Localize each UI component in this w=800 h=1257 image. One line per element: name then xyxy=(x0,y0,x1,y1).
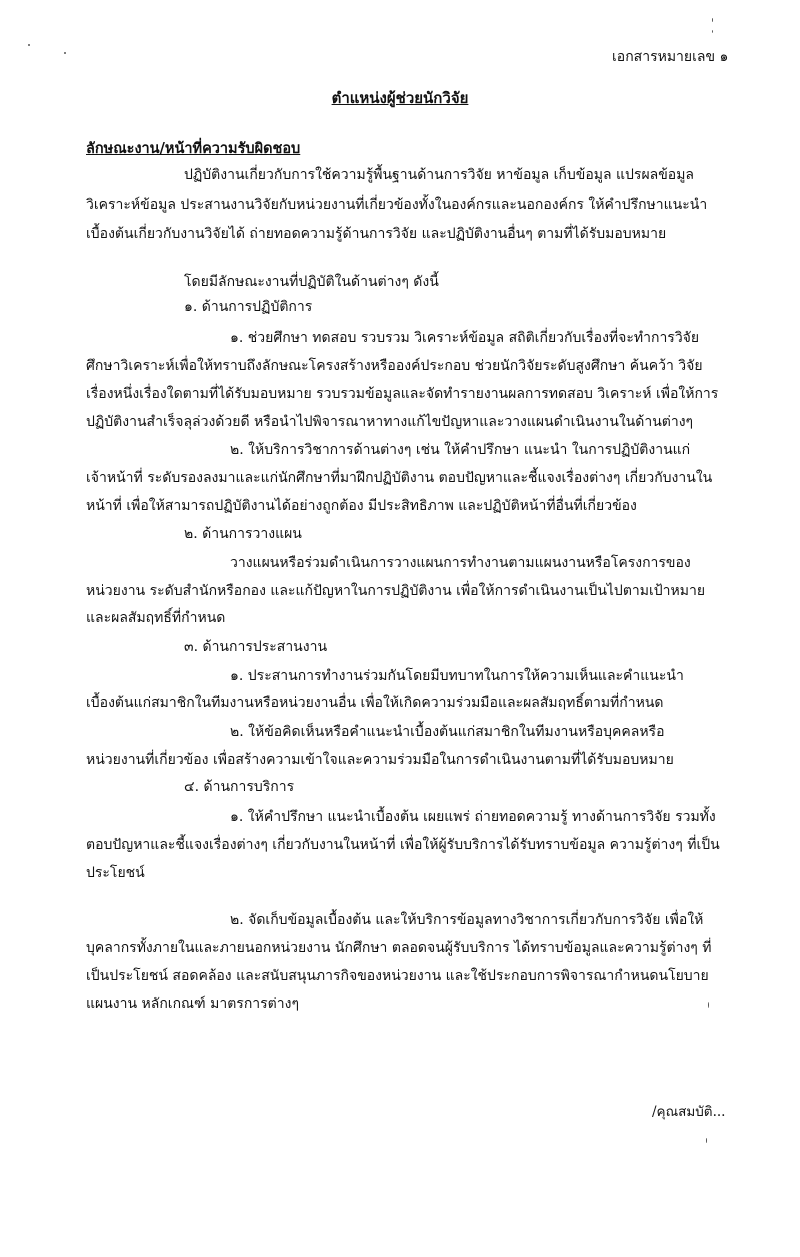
document-number: เอกสารหมายเลข ๑ xyxy=(612,49,729,65)
text-line: หน่วยงานที่เกี่ยวข้อง เพื่อสร้างความเข้าใจและความร่วมมือในการดำเนินงานตามที่ได้รับมอบหมาย xyxy=(86,752,674,768)
text-line: เป็นประโยชน์ สอดคล้อง และสนับสนุนภารกิจของหน่วยงาน และใช้ประกอบการพิจารณากำหนดนโยบาย xyxy=(86,968,709,984)
section-heading: ๓. ด้านการประสานงาน xyxy=(184,639,328,655)
text-line: แผนงาน หลักเกณฑ์ มาตรการต่างๆ xyxy=(86,996,299,1012)
text-line: วิเคราะห์ข้อมูล ประสานงานวิจัยกับหน่วยงานที่เกี่ยวข้องทั้งในองค์กรและนอกองค์กร ให้คำปรึกษาแนะนำ xyxy=(86,197,708,213)
scan-speck xyxy=(28,44,30,46)
text-line: ๒. จัดเก็บข้อมูลเบื้องต้น และให้บริการข้อมูลทางวิชาการเกี่ยวกับการวิจัย เพื่อให้ xyxy=(230,912,704,928)
text-line: ๒. ให้บริการวิชาการด้านต่างๆ เช่น ให้คำปรึกษา แนะนำ ในการปฏิบัติงานแก่ xyxy=(230,442,691,458)
text-line: เบื้องต้นแก่สมาชิกในทีมงานหรือหน่วยงานอื่น เพื่อให้เกิดความร่วมมือและผลสัมฤทธิ์ตามที่กำหนด xyxy=(86,695,664,711)
section-heading: ๔. ด้านการบริการ xyxy=(184,779,295,795)
text-line: ปฏิบัติงานเกี่ยวกับการใช้ความรู้พื้นฐานด้านการวิจัย หาข้อมูล เก็บข้อมูล แปรผลข้อมูล xyxy=(184,167,695,183)
continuation-note: /คุณสมบัติ... xyxy=(652,1104,726,1120)
section-heading: ๑. ด้านการปฏิบัติการ xyxy=(184,299,313,315)
text-line: ๑. ให้คำปรึกษา แนะนำเบื้องต้น เผยแพร่ ถ่ายทอดความรู้ ทางด้านการวิจัย รวมทั้ง xyxy=(230,809,716,825)
text-line: บุคลากรทั้งภายในและภายนอกหน่วยงาน นักศึกษา ตลอดจนผู้รับบริการ ได้ทราบข้อมูลและความรู้ต่างๆ ที่ xyxy=(86,940,712,956)
document-title: ตำแหน่งผู้ช่วยนักวิจัย xyxy=(331,89,469,107)
text-line: ประโยชน์ xyxy=(86,865,145,881)
text-line: ๑. ช่วยศึกษา ทดสอบ รวบรวม วิเคราะห์ข้อมูล สถิติเกี่ยวกับเรื่องที่จะทำการวิจัย xyxy=(230,330,700,346)
text-line: และผลสัมฤทธิ์ที่กำหนด xyxy=(86,610,226,626)
text-line: ปฏิบัติงานสำเร็จลุล่วงด้วยดี หรือนำไปพิจารณาหาทางแก้ไขปัญหาและวางแผนดำเนินงานในด้านต่างๆ xyxy=(86,414,694,430)
text-line: เรื่องหนึ่งเรื่องใดตามที่ได้รับมอบหมาย รวบรวมข้อมูลและจัดทำรายงานผลการทดสอบ วิเคราะห์ เพื่อให้การ xyxy=(86,386,719,402)
text-line: หน่วยงาน ระดับสำนักหรือกอง และแก้ปัญหาในการปฏิบัติงาน เพื่อให้การดำเนินงานเป็นไปตามเป้าหมาย xyxy=(86,583,706,599)
text-line: โดยมีลักษณะงานที่ปฏิบัติในด้านต่างๆ ดังนี้ xyxy=(184,274,439,290)
scan-speck xyxy=(64,52,66,54)
text-line: หน้าที่ เพื่อให้สามารถปฏิบัติงานได้อย่างถูกต้อง มีประสิทธิภาพ และปฏิบัติหน้าที่อื่นที่เกี่ยวข้อง xyxy=(86,498,637,514)
text-line: เจ้าหน้าที่ ระดับรองลงมาและแก่นักศึกษาที่มาฝึกปฏิบัติงาน ตอบปัญหาและชี้แจงเรื่องต่างๆ เกี่ยวกับงานใน xyxy=(86,470,713,486)
scan-speck xyxy=(706,1138,707,1143)
responsibility-heading: ลักษณะงาน/หน้าที่ความรับผิดชอบ xyxy=(86,140,301,157)
section-heading: ๒. ด้านการวางแผน xyxy=(184,526,302,542)
text-line: เบื้องต้นเกี่ยวกับงานวิจัยได้ ถ่ายทอดความรู้ด้านการวิจัย และปฏิบัติงานอื่นๆ ตามที่ได้รับมอบหมาย xyxy=(86,226,667,242)
text-line: ๑. ประสานการทำงานร่วมกันโดยมีบทบาทในการให้ความเห็นและคำแนะนำ xyxy=(230,668,684,684)
text-line: ศึกษาวิเคราะห์เพื่อให้ทราบถึงลักษณะโครงสร้างหรือองค์ประกอบ ช่วยนักวิจัยระดับสูงศึกษา ค้นคว้า วิจัย xyxy=(86,358,703,374)
scan-speck xyxy=(712,18,713,22)
text-line: วางแผนหรือร่วมดำเนินการวางแผนการทำงานตามแผนงานหรือโครงการของ xyxy=(230,555,691,571)
text-line: ๒. ให้ข้อคิดเห็นหรือคำแนะนำเบื้องต้นแก่สมาชิกในทีมงานหรือบุคคลหรือ xyxy=(230,724,665,740)
scan-speck xyxy=(712,30,713,33)
scan-speck xyxy=(708,1002,709,1008)
text-line: ตอบปัญหาและชี้แจงเรื่องต่างๆ เกี่ยวกับงานในหน้าที่ เพื่อให้ผู้รับบริการได้รับทราบข้อมูล ความรู้ต่างๆ ที่เป็น xyxy=(86,837,720,853)
